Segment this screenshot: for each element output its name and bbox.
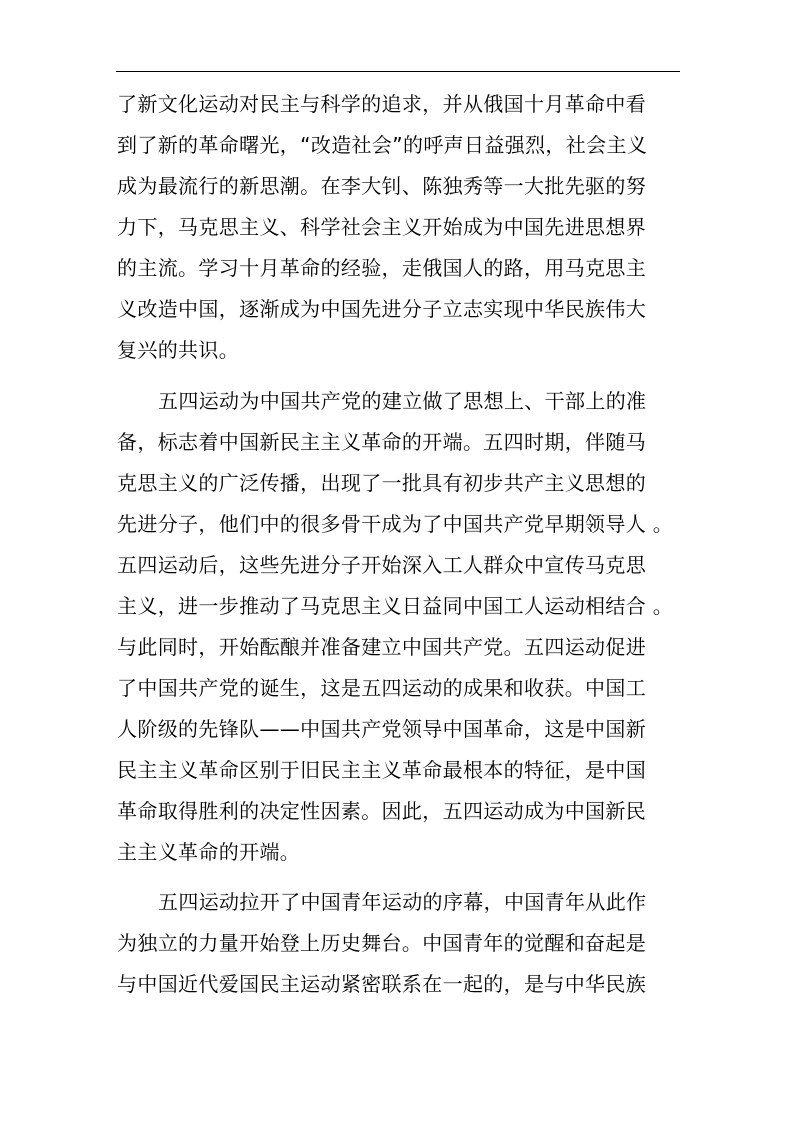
- paragraph-first-line: 五四运动为中国共产党的建立做了思想上、干部上的准: [158, 389, 647, 413]
- text-line: 义改造中国，逐渐成为中国先进分子立志实现中华民族伟大: [117, 297, 647, 321]
- text-line: 主主义革命的开端。: [117, 840, 301, 864]
- text-line: 与此同时，开始酝酿并准备建立中国共产党。五四运动促进: [117, 635, 647, 659]
- text-line: 复兴的共识。: [117, 338, 240, 362]
- text-line: 力下，马克思主义、科学社会主义开始成为中国先进思想界: [117, 215, 647, 239]
- text-line: 主义，进一步推动了马克思主义日益同中国工人运动相结合 。: [117, 594, 674, 618]
- paragraph-first-line: 五四运动拉开了中国青年运动的序幕，中国青年从此作: [158, 890, 647, 914]
- text-line: 到了新的革命曙光，“改造社会”的呼声日益强烈，社会主义: [117, 133, 648, 157]
- text-line: 革命取得胜利的决定性因素。因此，五四运动成为中国新民: [117, 799, 647, 823]
- text-line: 先进分子，他们中的很多骨干成为了中国共产党早期领导人 。: [117, 512, 674, 536]
- text-line: 了新文化运动对民主与科学的追求，并从俄国十月革命中看: [117, 92, 647, 116]
- text-line: 五四运动后，这些先进分子开始深入工人群众中宣传马克思: [117, 553, 647, 577]
- text-line: 成为最流行的新思潮。在李大钊、陈独秀等一大批先驱的努: [117, 174, 647, 198]
- text-line: 民主主义革命区别于旧民主主义革命最根本的特征，是中国: [117, 758, 647, 782]
- text-line: 了中国共产党的诞生，这是五四运动的成果和收获。中国工: [117, 676, 647, 700]
- text-line: 备，标志着中国新民主主义革命的开端。五四时期，伴随马: [117, 430, 647, 454]
- text-line: 与中国近代爱国民主运动紧密联系在一起的，是与中华民族: [117, 972, 647, 996]
- text-line: 的主流。学习十月革命的经验，走俄国人的路，用马克思主: [117, 256, 647, 280]
- text-line: 人阶级的先锋队——中国共产党领导中国革命，这是中国新: [117, 717, 647, 741]
- text-line: 克思主义的广泛传播，出现了一批具有初步共产主义思想的: [117, 471, 647, 495]
- header-rule: [116, 71, 680, 72]
- text-line: 为独立的力量开始登上历史舞台。中国青年的觉醒和奋起是: [117, 931, 647, 955]
